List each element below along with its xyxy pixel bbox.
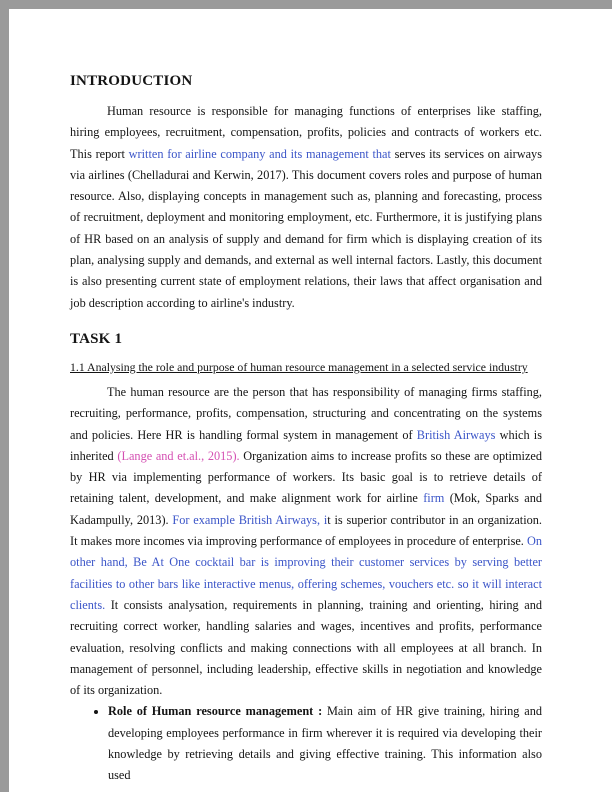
text-run: It consists analysation, requirements in planning, training and orienting, hiring and recruiting correct worker, handling salaries and wages, incentives and profits, performance evaluation, resolving conflicts and making connections with all employees at all branch. In management of personnel, including leadership, effective skills in negotiation and knowledge of its organization. bbox=[70, 597, 542, 698]
text-run: The human resource are the person that has responsibility of managing firms staffing, recruiting, performance, profits, compensation, structuring and concentrating on the systems and policies. Here HR is handling formal system in management of bbox=[70, 384, 542, 442]
list-item bbox=[108, 701, 542, 786]
text-run: serves its services on airways via airlines (Chelladurai and Kerwin, 2017). This document covers roles and purpose of human resource. Also, displaying concepts in management such as, planning and forecasting, process of recruitment, deployment and monitoring employment, etc. Furthermore, it is justifying plans of HR based on an analysis of supply and demand for firm which is displaying creation of its plan, analysing supply and demands, and external as well internal factors. Lastly, this document is also presenting current state of employment relations, their laws that affect organisation and job description according to airline's industry. bbox=[70, 146, 542, 310]
document-page bbox=[9, 9, 612, 792]
citation-text: (Lange and et.al., 2015). bbox=[117, 448, 240, 463]
highlighted-text-run: On other hand, Be At One cocktail bar is improving their customer services by serving better facilities to other bars like interactive menus, offering schemes, vouchers etc. so it will interact clients. bbox=[70, 534, 542, 612]
highlighted-text-run: firm bbox=[423, 491, 445, 506]
text-run: which is inherited bbox=[70, 427, 543, 463]
bullet-label: Role of Human resource management : bbox=[108, 704, 327, 719]
text-run: Human resource is responsible for managing functions of enterprises like staffing, hiring employees, recruitment, compensation, profits, policies and contracts of workers etc. This report bbox=[70, 104, 542, 161]
text-run: t is superior contributor in an organization. It makes more incomes via improving performance of employees in procedure of enterprise. bbox=[70, 512, 542, 549]
introduction-paragraph bbox=[70, 101, 542, 314]
company-name-text: British Airways bbox=[416, 427, 496, 442]
highlighted-text-run: For example British Airways, i bbox=[172, 512, 328, 527]
text-run: Organization aims to increase profits so these are optimized by HR via implementing performance of workers. Its basic goal is to retrieve details of retaining talent, development, and make alignment work for airline bbox=[70, 448, 543, 506]
highlighted-text-run: written for airline company and its management that bbox=[128, 146, 391, 161]
text-run: (Mok, Sparks and Kadampully, 2013). bbox=[70, 491, 542, 527]
task1-subheading: 1.1 Analysing the role and purpose of human resource management in a selected service industry bbox=[70, 359, 528, 374]
task1-bullet-list bbox=[70, 701, 542, 786]
section-heading-task1: TASK 1 bbox=[70, 330, 123, 347]
section-heading-introduction: INTRODUCTION bbox=[70, 73, 193, 89]
bullet-text: Main aim of HR give training, hiring and developing employees performance in firm wherever it is required via developing their knowledge by retrieving details and giving effective training. This information also used bbox=[108, 704, 542, 783]
task1-paragraph bbox=[70, 382, 542, 701]
